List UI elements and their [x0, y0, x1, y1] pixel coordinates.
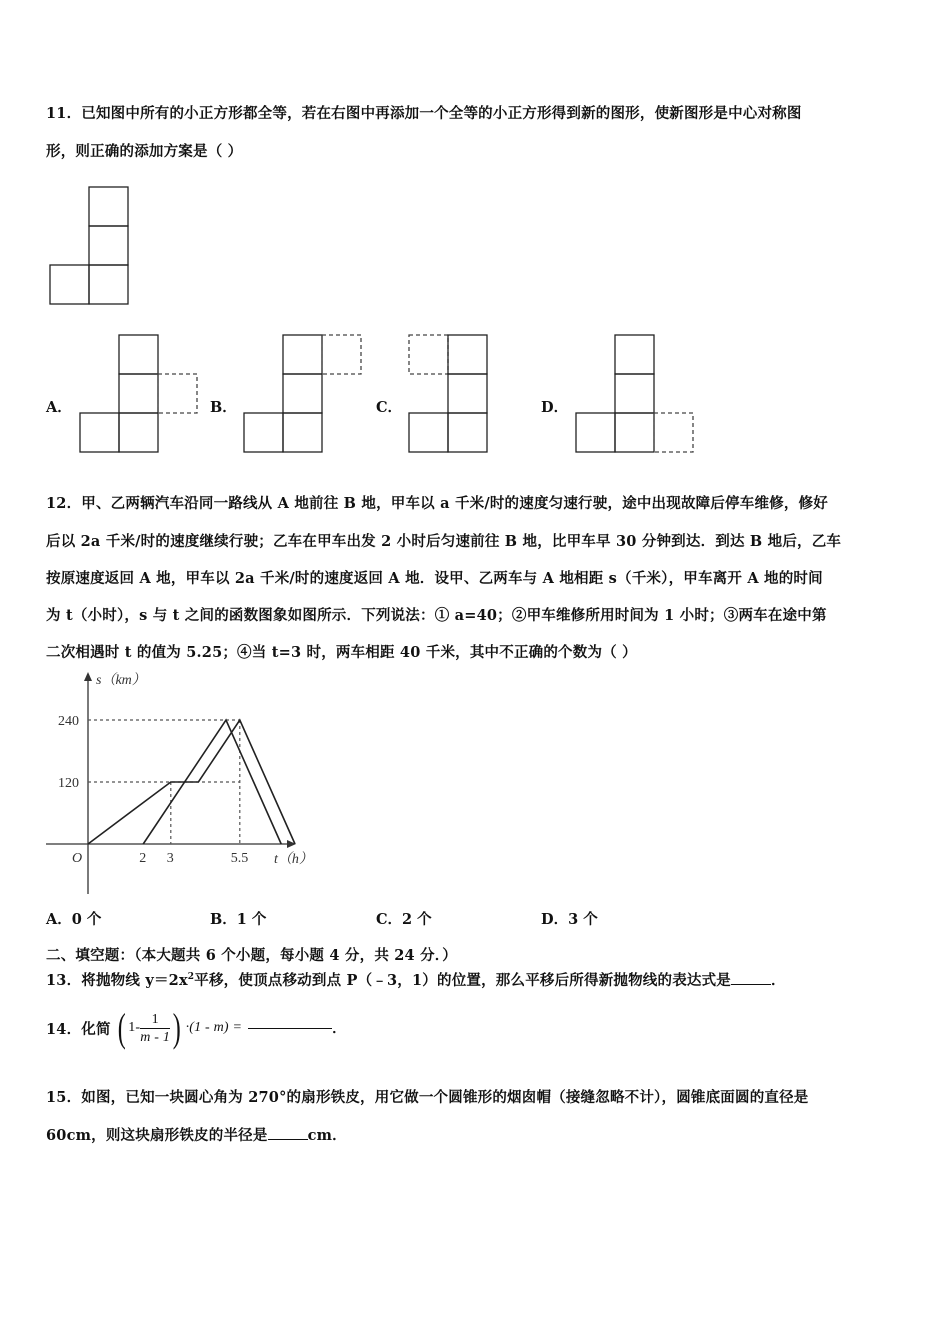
- q14-label: 14．化简: [46, 1020, 111, 1038]
- section-2-title: 二、填空题：（本大题共 6 个小题，每小题 4 分，共 24 分．）: [46, 947, 457, 964]
- q11-option-b-label[interactable]: B．: [210, 399, 237, 416]
- q13-pre: 13．将抛物线 y＝2x: [46, 972, 188, 989]
- y-axis-arrow: [84, 672, 92, 681]
- q14-right-paren: ): [172, 1005, 181, 1050]
- q12-option-c[interactable]: C．2 个: [376, 911, 432, 928]
- x-tick-label-3: 3: [166, 851, 174, 866]
- q14-end: ．: [332, 1022, 347, 1037]
- series-line-car-yi: [143, 720, 281, 844]
- q11-option-c-figure[interactable]: [407, 333, 493, 457]
- q13-answer-blank[interactable]: [731, 984, 771, 985]
- q13-post: 平移，使顶点移动到点 P（﹣3，1）的位置，那么平移后所得新抛物线的表达式是: [194, 972, 731, 989]
- y-axis-label: s（km）: [96, 673, 146, 688]
- q14-text: [46, 1004, 346, 1052]
- x-tick-label-2: 2: [139, 851, 147, 866]
- q14-denominator: m - 1: [140, 1029, 171, 1045]
- q12-chart: [44, 670, 324, 900]
- q11-option-a-figure[interactable]: [78, 333, 203, 457]
- q14-numerator: 1: [151, 1011, 159, 1027]
- q12-text-line2: 后以 2a 千米/时的速度继续行驶；乙车在甲车出发 2 小时后匀速前往 B 地，比甲车早 30 分钟到达．到达 B 地后，乙车: [46, 533, 842, 550]
- q14-answer-blank[interactable]: [248, 1028, 332, 1029]
- q15-text-line2: [46, 1124, 347, 1145]
- q14-left-paren: (: [117, 1005, 126, 1050]
- q13-sup: 2: [187, 972, 195, 983]
- q14-one-minus: 1-: [128, 1020, 141, 1035]
- q11-option-c-label[interactable]: C．: [376, 399, 403, 416]
- q12-text-line4: 为 t（小时），s 与 t 之间的函数图象如图所示．下列说法：① a=40；②甲车维修所用时间为 1 小时；③两车在途中第: [46, 607, 827, 624]
- q14-expression: [115, 1005, 347, 1050]
- x-tick-label-5-5: 5.5: [230, 851, 249, 866]
- q13-end: ．: [771, 972, 786, 989]
- q11-option-b-figure[interactable]: [242, 333, 367, 457]
- q15-answer-blank[interactable]: [268, 1139, 308, 1140]
- q11-text-line1: 11．已知图中所有的小正方形都全等，若在右图中再添加一个全等的小正方形得到新的图形，使新图形是中心对称图: [46, 105, 802, 122]
- q13-text: [46, 969, 786, 990]
- q11-text-line2: 形，则正确的添加方案是（ ）: [46, 143, 243, 160]
- y-tick-label-240: 240: [58, 714, 79, 729]
- q11-option-d-label[interactable]: D．: [541, 399, 569, 416]
- q12-text-line1: 12．甲、乙两辆汽车沿同一路线从 A 地前往 B 地，甲车以 a 千米/时的速度匀速行驶，途中出现故障后停车维修，修好: [46, 495, 828, 512]
- q15-line2-pre: 60cm，则这块扇形铁皮的半径是: [46, 1127, 268, 1144]
- q11-option-d-figure[interactable]: [574, 333, 699, 457]
- y-tick-label-120: 120: [58, 776, 79, 791]
- q15-line2-post: cm．: [307, 1127, 347, 1144]
- q12-option-b[interactable]: B．1 个: [210, 911, 267, 928]
- q12-option-d[interactable]: D．3 个: [541, 911, 598, 928]
- origin-label: O: [72, 851, 83, 866]
- q14-tail: ·(1 - m) =: [185, 1020, 243, 1035]
- q12-text-line3: 按原速度返回 A 地，甲车以 2a 千米/时的速度返回 A 地．设甲、乙两车与 A 地相距 s（千米），甲车离开 A 地的时间: [46, 570, 823, 587]
- x-axis-label: t（h）: [274, 852, 313, 867]
- q12-option-a[interactable]: A．0 个: [46, 911, 102, 928]
- q15-text-line1: 15．如图，已知一块圆心角为 270°的扇形铁皮，用它做一个圆锥形的烟囱帽（接缝忽略不计），圆锥底面圆的直径是: [46, 1089, 809, 1106]
- q12-text-line5: 二次相遇时 t 的值为 5.25；④当 t=3 时，两车相距 40 千米，其中不正确的个数为（ ）: [46, 644, 637, 661]
- q11-option-a-label[interactable]: A．: [46, 399, 72, 416]
- q11-base-figure: [48, 185, 132, 307]
- q14-fraction: [140, 1011, 170, 1046]
